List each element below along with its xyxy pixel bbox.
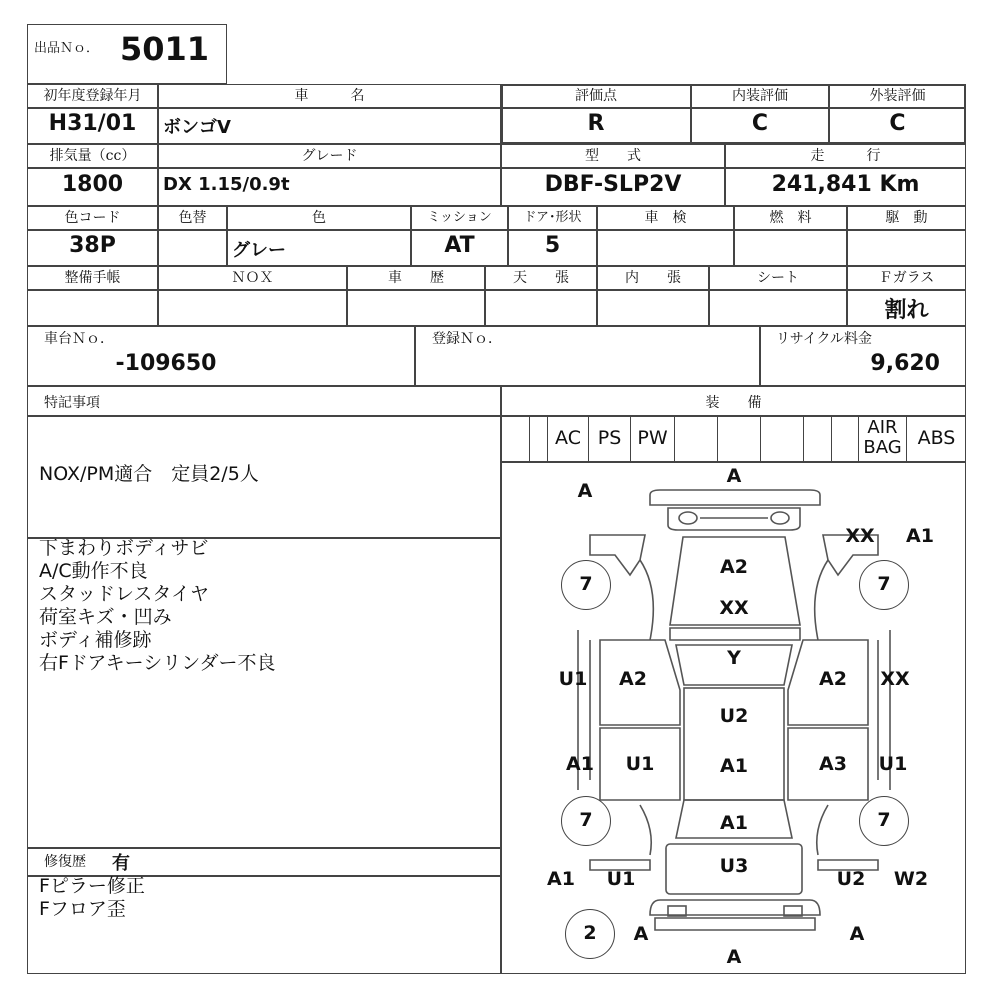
value-color-code: 38P — [69, 233, 116, 258]
repair-value: 有 — [112, 853, 130, 874]
repair-header — [27, 848, 501, 876]
damage-mark: U1 — [558, 668, 588, 690]
label-year: 初年度登録年月 — [43, 88, 142, 104]
damage-mark: A — [726, 946, 742, 968]
label-maintenance: 整備手帳 — [64, 270, 121, 286]
notes-label: 特記事項 — [44, 395, 100, 411]
damage-mark: A — [633, 923, 649, 945]
damage-mark: A2 — [619, 668, 647, 690]
note-item: ボディ補修跡 — [39, 629, 152, 651]
label-roof: 天 張 — [513, 270, 569, 286]
damage-mark: XX — [719, 597, 749, 619]
label-grade: グレード — [301, 148, 358, 164]
note-item: A/C動作不良 — [39, 560, 148, 582]
value-score: R — [587, 111, 605, 136]
damage-mark: A2 — [720, 556, 748, 578]
damage-mark: U1 — [625, 753, 655, 775]
label-repaint: 色替 — [178, 210, 207, 226]
equip-ac: AC — [547, 416, 588, 462]
equip-slot — [831, 416, 858, 462]
equip-slot — [760, 416, 803, 462]
note-item: スタッドレスタイヤ — [39, 583, 210, 605]
label-color: 色 — [312, 210, 326, 226]
label-chassis: 車台Ｎｏ． — [44, 331, 114, 347]
equip-slot — [529, 416, 547, 462]
repair-item: Fフロア歪 — [39, 898, 126, 920]
damage-mark: A1 — [566, 753, 594, 775]
label-fglass: Ｆガラス — [878, 270, 935, 286]
value-exterior: C — [889, 111, 906, 136]
damage-mark: Y — [727, 647, 741, 669]
lot-label: 出品Ｎｏ． — [34, 41, 100, 56]
repair-label: 修復歴 — [44, 854, 86, 870]
damage-mark: XX — [845, 525, 875, 547]
cell — [347, 290, 485, 326]
label-seat: シート — [757, 270, 799, 286]
cell — [485, 290, 597, 326]
damage-mark: A1 — [547, 868, 575, 890]
label-color-code: 色コード — [64, 210, 121, 226]
notes-line1: NOX/PM適合 定員2/5人 — [39, 463, 259, 485]
equipment-label: 装 備 — [705, 395, 762, 411]
cell — [597, 230, 734, 266]
value-fglass: 割れ — [884, 298, 929, 323]
damage-mark: A — [726, 465, 742, 487]
value-car-name: ボンゴV — [163, 117, 231, 138]
value-door: 5 — [544, 233, 561, 258]
damage-mark: A1 — [720, 812, 748, 834]
equip-abs: ABS — [906, 416, 966, 462]
repair-item: Fピラー修正 — [39, 875, 145, 897]
equip-airbag: AIR BAG — [858, 416, 906, 462]
label-inspection: 車 検 — [644, 210, 687, 226]
damage-mark: A1 — [720, 755, 748, 777]
value-grade: DX 1.15/0.9t — [163, 174, 290, 195]
label-drive: 駆 動 — [885, 210, 928, 226]
equip-slot — [717, 416, 760, 462]
value-mission: AT — [444, 233, 475, 258]
damage-mark: A2 — [819, 668, 847, 690]
wheel-front-right: 7 — [859, 560, 909, 610]
label-nox: ＮＯＸ — [231, 270, 274, 286]
equip-pw: PW — [630, 416, 674, 462]
spare-wheel: 2 — [565, 909, 615, 959]
cell — [27, 290, 158, 326]
damage-mark: U1 — [878, 753, 908, 775]
label-registration: 登録Ｎｏ． — [432, 331, 502, 347]
cell — [734, 230, 847, 266]
equip-ps: PS — [588, 416, 630, 462]
label-fuel: 燃 料 — [769, 210, 812, 226]
cell — [847, 230, 966, 266]
damage-mark: A1 — [906, 525, 934, 547]
damage-mark: U2 — [719, 705, 749, 727]
wheel-front-left: 7 — [561, 560, 611, 610]
value-color: グレー — [232, 240, 286, 261]
label-name: 車 名 — [294, 88, 365, 104]
label-interior-trim: 内 張 — [625, 270, 681, 286]
label-mileage: 走 行 — [810, 148, 881, 164]
value-displacement: 1800 — [61, 172, 124, 197]
equip-slot — [803, 416, 831, 462]
wheel-rear-left: 7 — [561, 796, 611, 846]
note-item: 荷室キズ・凹み — [39, 606, 172, 628]
value-chassis: -109650 — [115, 351, 217, 376]
label-score: 評価点 — [575, 88, 617, 104]
cell — [415, 350, 760, 386]
label-recycle: リサイクル料金 — [776, 331, 873, 347]
note-item: 下まわりボディサビ — [39, 537, 209, 559]
label-exterior: 外装評価 — [869, 88, 926, 104]
value-year: H31/01 — [48, 111, 137, 136]
wheel-rear-right: 7 — [859, 796, 909, 846]
value-interior: C — [751, 111, 769, 136]
equip-slot — [674, 416, 717, 462]
value-recycle: 9,620 — [870, 351, 940, 376]
damage-mark: A — [577, 480, 593, 502]
value-model: DBF-SLP2V — [544, 172, 682, 197]
damage-mark: U1 — [606, 868, 636, 890]
label-model: 型 式 — [585, 148, 641, 164]
note-item: 右Fドアキーシリンダー不良 — [39, 652, 276, 674]
cell — [158, 290, 347, 326]
damage-mark: A — [849, 923, 865, 945]
label-mission: ミッション — [427, 210, 492, 225]
damage-mark: U3 — [719, 855, 749, 877]
value-mileage: 241,841 Km — [771, 172, 920, 197]
label-interior: 内装評価 — [732, 88, 788, 104]
cell — [709, 290, 847, 326]
label-door: ドア･形状 — [523, 210, 582, 225]
lot-number: 5011 — [120, 30, 210, 68]
damage-mark: XX — [880, 668, 910, 690]
damage-mark: A3 — [819, 753, 847, 775]
label-displacement: 排気量（cc） — [49, 148, 136, 164]
damage-mark: U2 — [836, 868, 866, 890]
damage-mark: W2 — [893, 868, 929, 890]
cell — [597, 290, 709, 326]
cell — [158, 230, 227, 266]
label-history: 車 歴 — [388, 270, 444, 286]
